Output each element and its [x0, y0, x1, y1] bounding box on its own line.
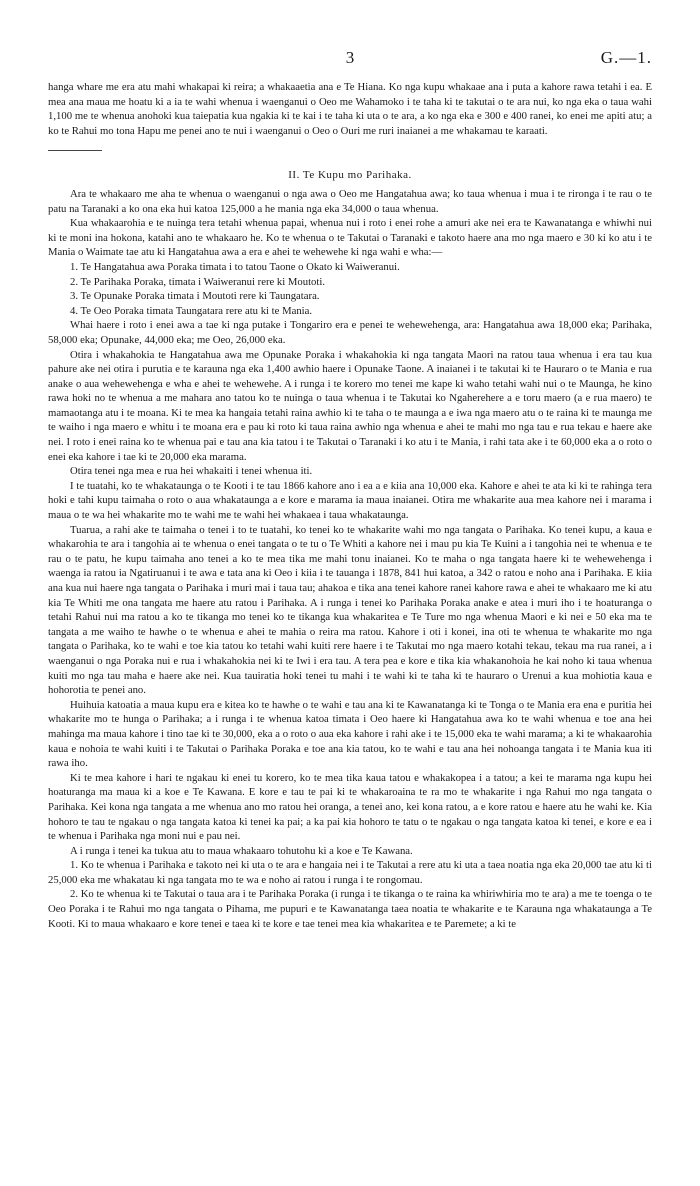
paragraph: Ara te whakaaro me aha te whenua o waenganui o nga awa o Oeo me Hangatahua awa; ko taua whenua i mua i te rironga i te rau o te patu na Taranaki a ko ona eka hui katoa 125,000 a he mania nga eka 34,000 o taua whenua. — [48, 187, 652, 215]
paragraph: Ki te mea kahore i hari te ngakau ki enei tu korero, ko te mea tika kaua tatou e whakakopea i a tatou; a kei te marama nga kupu hei hoaturanga ma maua ki a koe e Te Kawana. E kore e tau te pai ki te whakaroaina te ra mo te whakarite i nga Rahui mo nga tangata o Parihaka. Kei kona nga tangata a me whenua ano mo ratou hei oranga, a tenei ano, kei kona ratou, a e kore ratou e haere atu he wahi ke. Kia hohoro te tau te ngakau o nga tangata katoa ki tenei ka pai; a ka pai kia hohoro te tatu o te ngakau o nga tangata katoa ki tenei, e kore e ea i te whenua i Parihaka nga moni nui e pau nei. — [48, 771, 652, 843]
numbered-paragraph: 2. Ko te whenua ki te Takutai o taua ara i te Parihaka Poraka (i runga i te tikanga o te raina ka whiriwhiria mo te ara) a me te toenga o te Oeo Poraka i te Rahui mo nga tangata o Pihama, me pupuri e te Kawanatanga taea noatia te whakarite e te Karauna nga whakataunga a Te Kooti. Ki to maua whakaaro e kore tenei e taea ki te kore e tae tenei mea kia whakaritea e te Paremete; a ki te — [48, 888, 652, 930]
list-item: 1. Te Hangatahua awa Poraka timata i to tatou Taone o Okato ki Waiweranui. — [70, 260, 400, 273]
paragraph: Kua whakaarohia e te nuinga tera tetahi whenua papai, whenua nui i roto i enei rohe a amuri ake nei era te Kawanatanga e whiwhi nui ki te moni ina hokona, katahi ano te whakaaro he. Ko te whenua o te Takutai o Taranaki e takoto haere ana mo nga maero e 30 ki ko atu i te Mania o Waimate tae atu ki Hangatahua awa a era e ahei te wehewehe ki nga wahi e wha:— — [48, 217, 652, 259]
page-number: 3 — [345, 48, 355, 67]
paragraph: Tuarua, a rahi ake te taimaha o tenei i to te tuatahi, ko tenei ko te whakarite wahi mo nga tangata o Parihaka. Ko tenei kupu, a kaua e whakarohia te ara i tangohia ai te whenua o enei tangata o te tu o Te Whiti a kahore nei i mau pu kia Te Kuini a i tangohia nei te whenua e te rau o te patu, he kupu taimaha ano tenei a ko te mea tika me mahi tonu inaianei. Ko te maha o nga tangata haere ki te wehewehenga i waenga ia ratou ia Ngatiruanui i te awa e tata ana ki Oeo i kiia i te tauanga i 1878, 841 hui katoa, a 342 o ratou e noho ana i Parihaka. E kiia ana kua nui haere nga tangata o Parihaka i muri mai i taua tau; ahakoa e tika ana tenei kahore ranei kahore rawa e ahei te whakaaro me ki atu kia Te Whiti me ona tangata me haere atu ratou i Parihaka. A i runga i tenei ko Parihaka Poraka anake e atea i muri iho i te hoaturanga o tetahi Rahui nui ma ratou a ko te tikanga mo tenei ko te tikanga kua whakaritea e Te Ture mo nga whenua Maori e ki nei e 50 eka ma te tangata a me waiho te hawhe o te whenua e ahei te mahia o reira ma ratou. Kahore i oti i konei, ina oti te whenua te whakarite mo nga tangata o Parihaka, ko te wahi e toe kia tatou ko tetahi wahi kuiti rere haere i te Takutai mo nga maero kotahi tekau, tekau ma rua ranei, a i waenganui o nga Poraka nui e rua i whakahokia nei ki te Iwi i era tau. A tera pea e kore e tika kia whakanohoia he kai noho ki taua whenua kuiti mo nga tau maha e haere ake nei. Kua tauiratia hoki tenei tu mahi i te wahi ki te taha ki te hauraro o Urenui a kua mohiotia kaua e hohorotia te penei ano. — [48, 523, 652, 697]
page-header — [48, 48, 652, 72]
paragraph: Huihuia katoatia a maua kupu era e kitea ko te hawhe o te wahi e tau ana ki te Kawanatanga ki te Tonga o te Mania era ena e puritia hei whakarite mo te hunga o Parihaka; a i runga i te whenua katoa timata i Oeo haere ki Hangatahua awa ko te wahi whenua e toe ana hei mahinga ma maua kahore i tino tae ki te 30,000, eka a o roto o aua eka kahore i rahi ake i te 15,000 eka te wahi marama; a ki te whakaarohia kaua e nohoia te wahi kuiti i te Takutai o Parihaka Poraka e toe ana kia tatou, ko te wahi e tau ana hei nohoanga tangata i te Mania kua iti rawa iho. — [48, 698, 652, 770]
section-heading: II. Te Kupu mo Parihaka. — [288, 169, 412, 182]
section-divider — [48, 150, 102, 151]
paragraph: Whai haere i roto i enei awa a tae ki nga putake i Tongariro era e penei te wehewehenga, ara: Hangatahua awa 18,000 eka; Parihaka, 58,000 eka; Opunake, 44,000 eka; me Oeo, 26,000 eka. — [48, 319, 652, 346]
intro-paragraph: hanga whare me era atu mahi whakapai ki reira; a whakaaetia ana e Te Hiana. Ko nga kupu whakaae ana i puta a kahore rawa tetahi i ea. E mea ana maua me hoatu ki a ia te wahi whenua i waenganui o Oeo me Wahamoko i te taha ki te takutai o te ara nui, ko nga eka o taua wahi 1,100 me te whenua anohoki kua taiepatia kua ngakia ki te kai i te taha ki uta o te ara, a ko nga eka e 300 e 400 ranei, ko enei me apiti atu; a ko te Rahui mo tona Hapu me penei ano te nui i waenganui o Oeo o Ouri me ruri inaianei a me whakamau te karaati. — [48, 81, 652, 137]
paragraph: Otira tenei nga mea e rua hei whakaiti i tenei whenua iti. — [70, 465, 313, 478]
document-reference: G.—1. — [600, 48, 652, 67]
list-item: 4. Te Oeo Poraka timata Taungatara rere atu ki te Mania. — [70, 304, 313, 317]
body-text — [48, 80, 652, 931]
paragraph: A i runga i tenei ka tukua atu to maua whakaaro tohutohu ki a koe e Te Kawana. — [70, 844, 413, 857]
numbered-paragraph: 1. Ko te whenua i Parihaka e takoto nei ki uta o te ara e hangaia nei i te Takutai a rere atu ki uta a taea noatia nga eka 20,000 tae atu ki ti 25,000 eka me whakatau ki nga tangata mo te wa e noho ai ratou i runga i te rongomau. — [48, 859, 652, 886]
paragraph: I te tuatahi, ko te whakataunga o te Kooti i te tau 1866 kahore ano i ea a e kiia ana 10,000 eka. Kahore e ahei te ata ki ki te rahinga tera hoki e tahi kupu taimaha o roto o aua whakataunga a e kore e marama ia maua inaianei. Otira me whakarite aua mea kahore nei i marama i maua o te wa hei whakarite mo te wahi me te wahi hei whakaea i taua whakataunga. — [48, 479, 652, 522]
list-item: 3. Te Opunake Poraka timata i Moutoti rere ki Taungatara. — [70, 290, 320, 303]
list-item: 2. Te Parihaka Poraka, timata i Waiweranui rere ki Moutoti. — [70, 275, 326, 288]
paragraph: Otira i whakahokia te Hangatahua awa me Opunake Poraka i whakahokia ki nga tangata Maori na ratou taua whenua i era tau kua pahure ake nei otira i purutia e te karauna nga eka 1,400 awhio haere i Opunake Taone. A inaianei i te takutai ki te Hauraro o te Mania e rua anake o aua wehewehenga e wha e ahei te wehewehe. A i runga i te korero mo tenei me kape ki waho tetahi wahi nui o te Maunga, he kino rawa hoki no te whenua a me mahara ano tatou ko te nuinga o taua whenua i te Takutai ko Ngaherehere a e toru maero (a e rua maero) te mamaotanga atu i te moana. Ki te mea ka hangaia tetahi raina awhio ki te taha o te maunga a e iwa nga maero atu o te raina ki te maunga me te waiho i nga maero e whitu i te moana era e pau ki roto ki taua raina awhio nga whenua e ahei te mahi mo nga tau e rua tekau e haere ake nei. I roto i enei raina ko te whenua pai e tau ana kia tatou i te Takutai o Taranaki i ko atu i te Mania, i rahi tata ake i te 60,000 eka a o roto o enei eka kahore i tae ki te 20,000 eka marama. — [48, 348, 652, 463]
